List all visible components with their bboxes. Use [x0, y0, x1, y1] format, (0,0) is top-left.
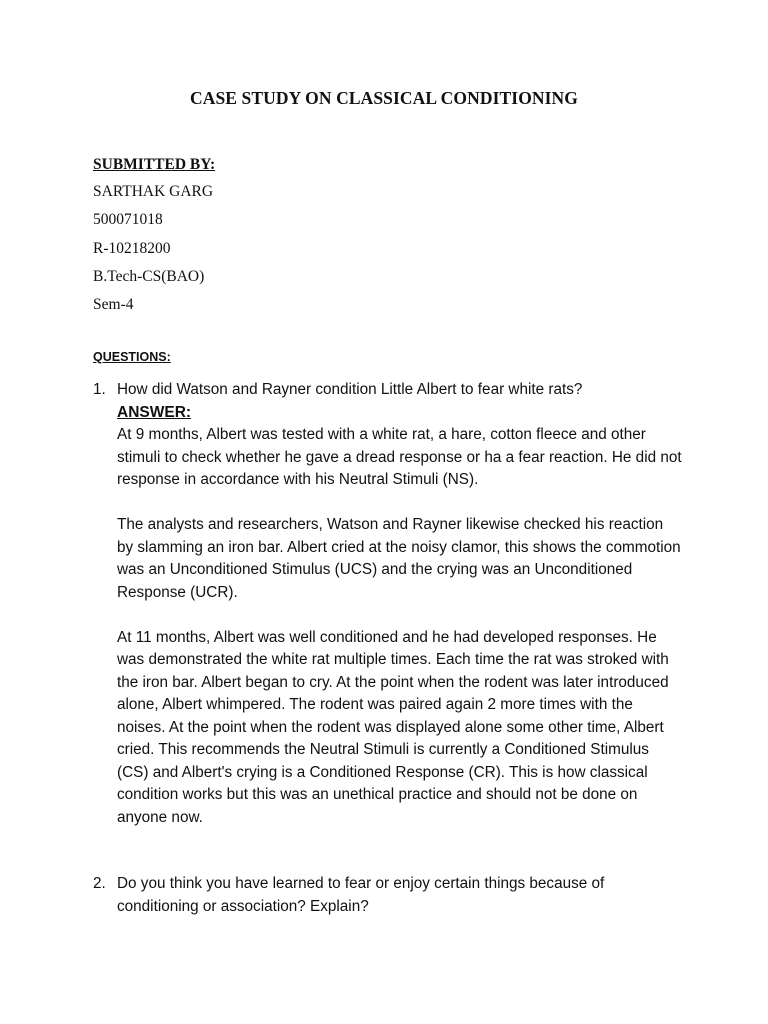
- document-title: CASE STUDY ON CLASSICAL CONDITIONING: [189, 88, 579, 108]
- question-number: 1.: [93, 381, 106, 398]
- student-semester: Sem-4: [93, 296, 134, 313]
- submitted-by-heading: SUBMITTED BY:: [93, 156, 216, 173]
- student-roll-number: R-10218200: [93, 240, 171, 257]
- answer-paragraph: The analysts and researchers, Watson and Rayner likewise checked his reaction by slamming an iron bar. Albert cried at the noisy clamor, this shows the commotion was an Unconditioned Stimulus (UCS) and the crying was an Unconditioned Response (UCR).: [117, 516, 681, 601]
- question-item: [93, 873, 683, 918]
- answer-paragraph: At 9 months, Albert was tested with a white rat, a hare, cotton fleece and other stimuli to check whether he gave a dread response or ha a fear reaction. He did not response in accordance with his Neutral Stimuli (NS).: [117, 426, 682, 488]
- student-course: B.Tech-CS(BAO): [93, 268, 205, 285]
- answer-paragraph: At 11 months, Albert was well conditioned and he had developed responses. He was demonstrated the white rat multiple times. Each time the rat was stroked with the iron bar. Albert began to cry. At the point when the rodent was later introduced alone, Albert whimpered. The rodent was paired again 2 more times with the noises. At the point when the rodent was displayed alone some other time, Albert cried. This recommends the Neutral Stimuli is currently a Conditioned Stimulus (CS) and Albert's crying is a Conditioned Response (CR). This is how classical condition works but this was an unethical practice and should not be done on anyone now.: [117, 628, 669, 826]
- student-sap-id: 500071018: [93, 211, 163, 228]
- question-body: [117, 873, 683, 918]
- question-item: [93, 379, 683, 829]
- question-body: [117, 379, 683, 829]
- student-name: SARTHAK GARG: [93, 183, 214, 200]
- questions-heading: QUESTIONS:: [93, 350, 171, 364]
- question-text: How did Watson and Rayner condition Little Albert to fear white rats?: [117, 381, 583, 398]
- answer-label: ANSWER:: [117, 403, 192, 421]
- question-number: 2.: [93, 875, 106, 892]
- question-text: Do you think you have learned to fear or enjoy certain things because of conditioning or association? Explain?: [117, 875, 605, 915]
